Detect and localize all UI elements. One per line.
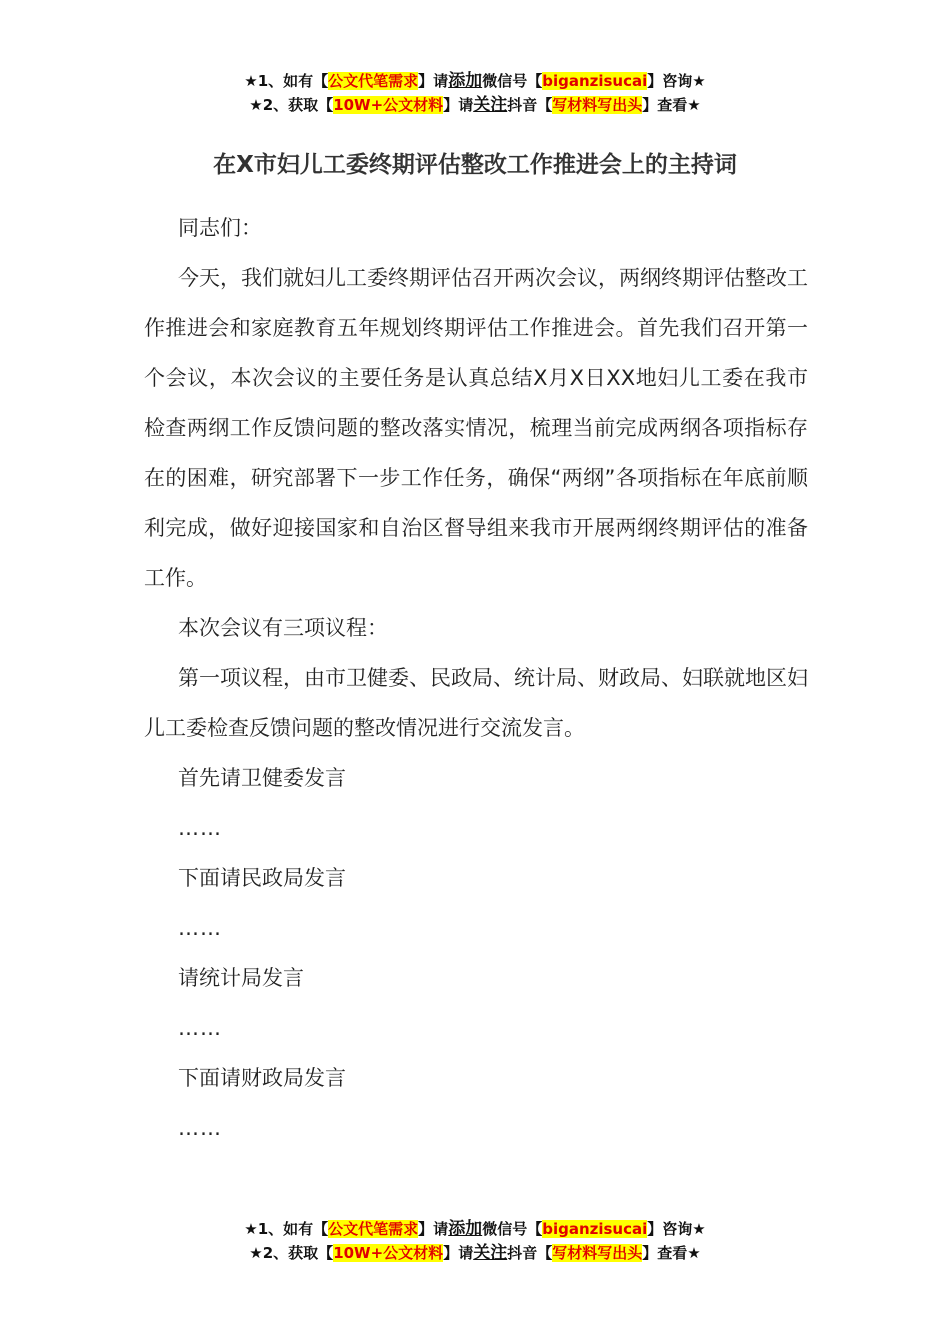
promo-emphasis: 添加 <box>448 1219 483 1239</box>
promo-text: ★1、如有【 <box>244 1220 329 1238</box>
promo-text: 抖音【 <box>507 96 553 114</box>
promo-line-1 <box>0 1217 950 1241</box>
paragraph-salutation: 同志们： <box>178 216 262 240</box>
promo-highlight: 写材料写出头 <box>552 1244 643 1262</box>
paragraph-speaker-call: 下面请财政局发言 <box>178 1066 346 1090</box>
paragraph-speaker-call: 首先请卫健委发言 <box>178 766 346 790</box>
promo-highlight: 公文代笔需求 <box>328 1220 419 1238</box>
promo-text: 】咨询★ <box>647 72 706 90</box>
promo-text: 抖音【 <box>507 1244 553 1262</box>
promo-line-2 <box>0 93 950 117</box>
promo-text: 】咨询★ <box>647 1220 706 1238</box>
paragraph-speaker-call: 下面请民政局发言 <box>178 866 346 890</box>
promo-banner-top <box>0 69 950 117</box>
promo-text: 微信号【 <box>482 72 543 90</box>
ellipsis: …… <box>178 816 222 840</box>
paragraph-intro: 今天，我们就妇儿工委终期评估召开两次会议，两纲终期评估整改工作推进会和家庭教育五年规划终期评估工作推进会。首先我们召开第一个会议，本次会议的主要任务是认真总结X月X日XX地妇儿工委在我市检查两纲工作反馈问题的整改落实情况，梳理当前完成两纲各项指标存在的困难，研究部署下一步工作任务，确保“两纲”各项指标在年底前顺利完成，做好迎接国家和自治区督导组来我市开展两纲终期评估的准备工作。 <box>144 266 808 590</box>
ellipsis: …… <box>178 1116 222 1140</box>
promo-text: 】请 <box>418 72 449 90</box>
promo-highlight: 10W+公文材料 <box>333 1244 444 1262</box>
promo-text: ★1、如有【 <box>244 72 329 90</box>
document-title: 在X市妇儿工委终期评估整改工作推进会上的主持词 <box>213 152 737 178</box>
promo-highlight: biganzisucai <box>542 72 648 90</box>
paragraph-agenda-item-1: 第一项议程，由市卫健委、民政局、统计局、财政局、妇联就地区妇儿工委检查反馈问题的整改情况进行交流发言。 <box>144 666 808 740</box>
promo-highlight: 写材料写出头 <box>552 96 643 114</box>
promo-text: 】查看★ <box>642 1244 701 1262</box>
ellipsis: …… <box>178 916 222 940</box>
promo-text: ★2、获取【 <box>249 1244 334 1262</box>
promo-text: 微信号【 <box>482 1220 543 1238</box>
promo-emphasis: 关注 <box>473 95 508 115</box>
promo-text: 】请 <box>443 1244 474 1262</box>
document-body <box>144 203 808 1153</box>
promo-highlight: 公文代笔需求 <box>328 72 419 90</box>
promo-highlight: biganzisucai <box>542 1220 648 1238</box>
promo-text: 】查看★ <box>642 96 701 114</box>
promo-line-2 <box>0 1241 950 1265</box>
promo-banner-bottom <box>0 1217 950 1265</box>
promo-text: 】请 <box>443 96 474 114</box>
promo-emphasis: 关注 <box>473 1243 508 1263</box>
paragraph-agenda: 本次会议有三项议程： <box>178 616 388 640</box>
paragraph-speaker-call: 请统计局发言 <box>178 966 304 990</box>
promo-text: 】请 <box>418 1220 449 1238</box>
promo-emphasis: 添加 <box>448 71 483 91</box>
promo-text: ★2、获取【 <box>249 96 334 114</box>
promo-line-1 <box>0 69 950 93</box>
promo-highlight: 10W+公文材料 <box>333 96 444 114</box>
ellipsis: …… <box>178 1016 222 1040</box>
